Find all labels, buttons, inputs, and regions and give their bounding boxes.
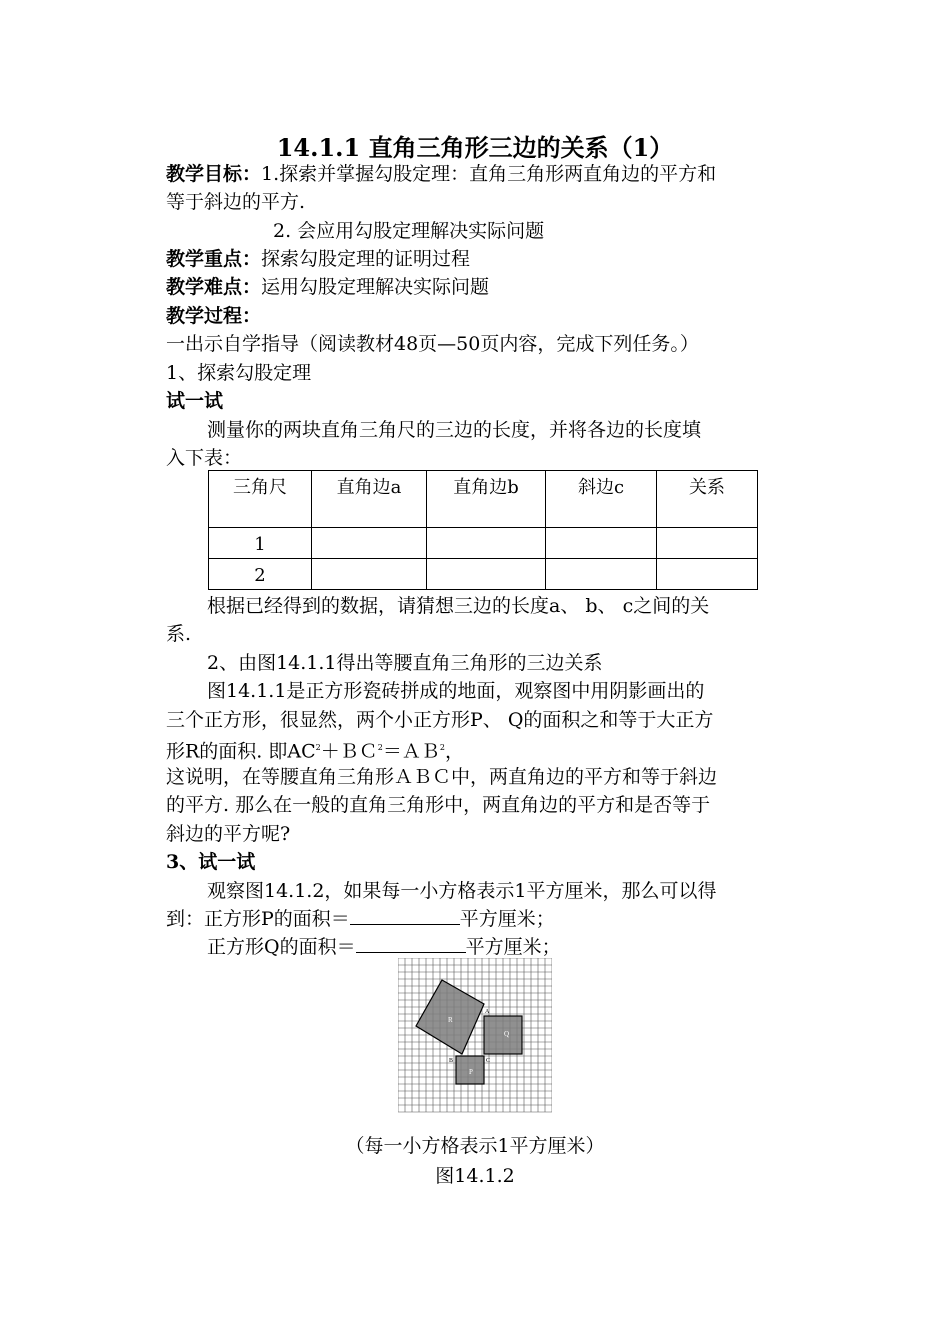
fig1-line5: 的平方. 那么在一般的直角三角形中，两直角边的平方和是否等于 xyxy=(166,794,711,816)
table-cell xyxy=(546,528,657,559)
fig1-line4: 这说明，在等腰直角三角形ＡＢＣ中，两直角边的平方和等于斜边 xyxy=(166,766,718,788)
table-row xyxy=(209,528,758,559)
observe-line1: 观察图14.1.2，如果每一小方格表示1平方厘米，那么可以得 xyxy=(207,880,717,902)
table-row xyxy=(209,559,758,590)
table-cell xyxy=(312,559,427,590)
step1-heading: 1、探索勾股定理 xyxy=(166,362,312,384)
guess-line2: 系. xyxy=(166,623,192,645)
label-c: C xyxy=(486,1058,491,1064)
equation-plus-bc: ＋ＢＣ xyxy=(320,740,378,763)
observe-line2 xyxy=(166,905,555,933)
table-cell xyxy=(427,528,546,559)
table-header-cell: 直角边a xyxy=(312,471,427,528)
try-heading: 试一试 xyxy=(166,390,224,412)
area-p-blank[interactable] xyxy=(350,906,460,925)
fig1-line1: 图14.1.1是正方形瓷砖拼成的地面，观察图中用阴影画出的 xyxy=(207,680,705,702)
step2-heading: 2、由图14.1.1得出等腰直角三角形的三边关系 xyxy=(207,652,603,674)
table-header-row xyxy=(209,471,758,528)
figure-caption-note: （每一小方格表示1平方厘米） xyxy=(345,1135,605,1157)
fig1-line6: 斜边的平方呢? xyxy=(166,823,291,845)
table-cell xyxy=(427,559,546,590)
difficulty-label: 教学难点： xyxy=(166,276,262,298)
fig1-line3 xyxy=(166,734,464,765)
key-point-text: 探索勾股定理的证明过程 xyxy=(261,248,471,270)
label-r: R xyxy=(448,1016,453,1024)
self-study-guide: 一出示自学指导（阅读教材48页—50页内容，完成下列任务。） xyxy=(166,333,699,355)
fig1-line3-text: 形R的面积. 即 xyxy=(166,740,288,763)
table-header-cell: 斜边c xyxy=(546,471,657,528)
label-q: Q xyxy=(504,1030,510,1038)
grid-figure xyxy=(398,958,552,1116)
equation-ac: AC xyxy=(287,740,316,763)
table-cell xyxy=(657,528,758,559)
label-a: A xyxy=(485,1009,490,1015)
table-cell: 2 xyxy=(209,559,312,590)
observe-line3 xyxy=(207,933,561,961)
exponent: 2 xyxy=(439,743,445,752)
measure-line2: 入下表： xyxy=(166,447,243,469)
objectives-line2: 等于斜边的平方. xyxy=(166,191,306,213)
equation-eq-ab: ＝ＡＢ xyxy=(382,740,440,763)
area-q-unit: 平方厘米； xyxy=(465,936,561,958)
exponent: 2 xyxy=(377,743,383,752)
guess-line1: 根据已经得到的数据，请猜想三边的长度a、 b、 c之间的关 xyxy=(207,595,710,617)
label-p: P xyxy=(469,1068,473,1076)
table-cell xyxy=(312,528,427,559)
table-cell xyxy=(546,559,657,590)
fig1-line2: 三个正方形，很显然，两个小正方形P、 Q的面积之和等于大正方 xyxy=(166,709,714,731)
process-label: 教学过程： xyxy=(166,305,262,327)
area-q-blank[interactable] xyxy=(356,934,466,953)
table-header-cell: 三角尺 xyxy=(209,471,312,528)
table-header-cell: 直角边b xyxy=(427,471,546,528)
table-cell: 1 xyxy=(209,528,312,559)
label-b: B xyxy=(449,1058,454,1064)
objectives-text1: 1.探索并掌握勾股定理：直角三角形两直角边的平方和 xyxy=(261,163,717,185)
key-point-label: 教学重点： xyxy=(166,248,262,270)
step3-heading: 3、试一试 xyxy=(166,851,256,873)
page-title: 14.1.1 直角三角形三边的关系（1） xyxy=(276,133,674,162)
square-q xyxy=(484,1016,522,1054)
figure-caption-title: 图14.1.2 xyxy=(435,1165,515,1187)
difficulty xyxy=(166,273,489,301)
measure-line1: 测量你的两块直角三角尺的三边的长度，并将各边的长度填 xyxy=(207,419,702,441)
difficulty-text: 运用勾股定理解决实际问题 xyxy=(261,276,490,298)
triangle-ruler-table xyxy=(208,470,758,590)
table-cell xyxy=(657,559,758,590)
exponent: 2 xyxy=(315,743,321,752)
table-header-cell: 关系 xyxy=(657,471,758,528)
equation-end: ， xyxy=(444,740,464,763)
objectives-line3: 2. 会应用勾股定理解决实际问题 xyxy=(273,220,545,242)
objectives-line1 xyxy=(166,160,716,188)
area-q-label: 正方形Q的面积＝ xyxy=(207,936,356,958)
grid-lines xyxy=(398,958,552,1112)
area-p-unit: 平方厘米； xyxy=(459,908,555,930)
objectives-label: 教学目标： xyxy=(166,163,262,185)
area-p-label: 到：正方形P的面积＝ xyxy=(166,908,350,930)
key-point xyxy=(166,245,470,273)
